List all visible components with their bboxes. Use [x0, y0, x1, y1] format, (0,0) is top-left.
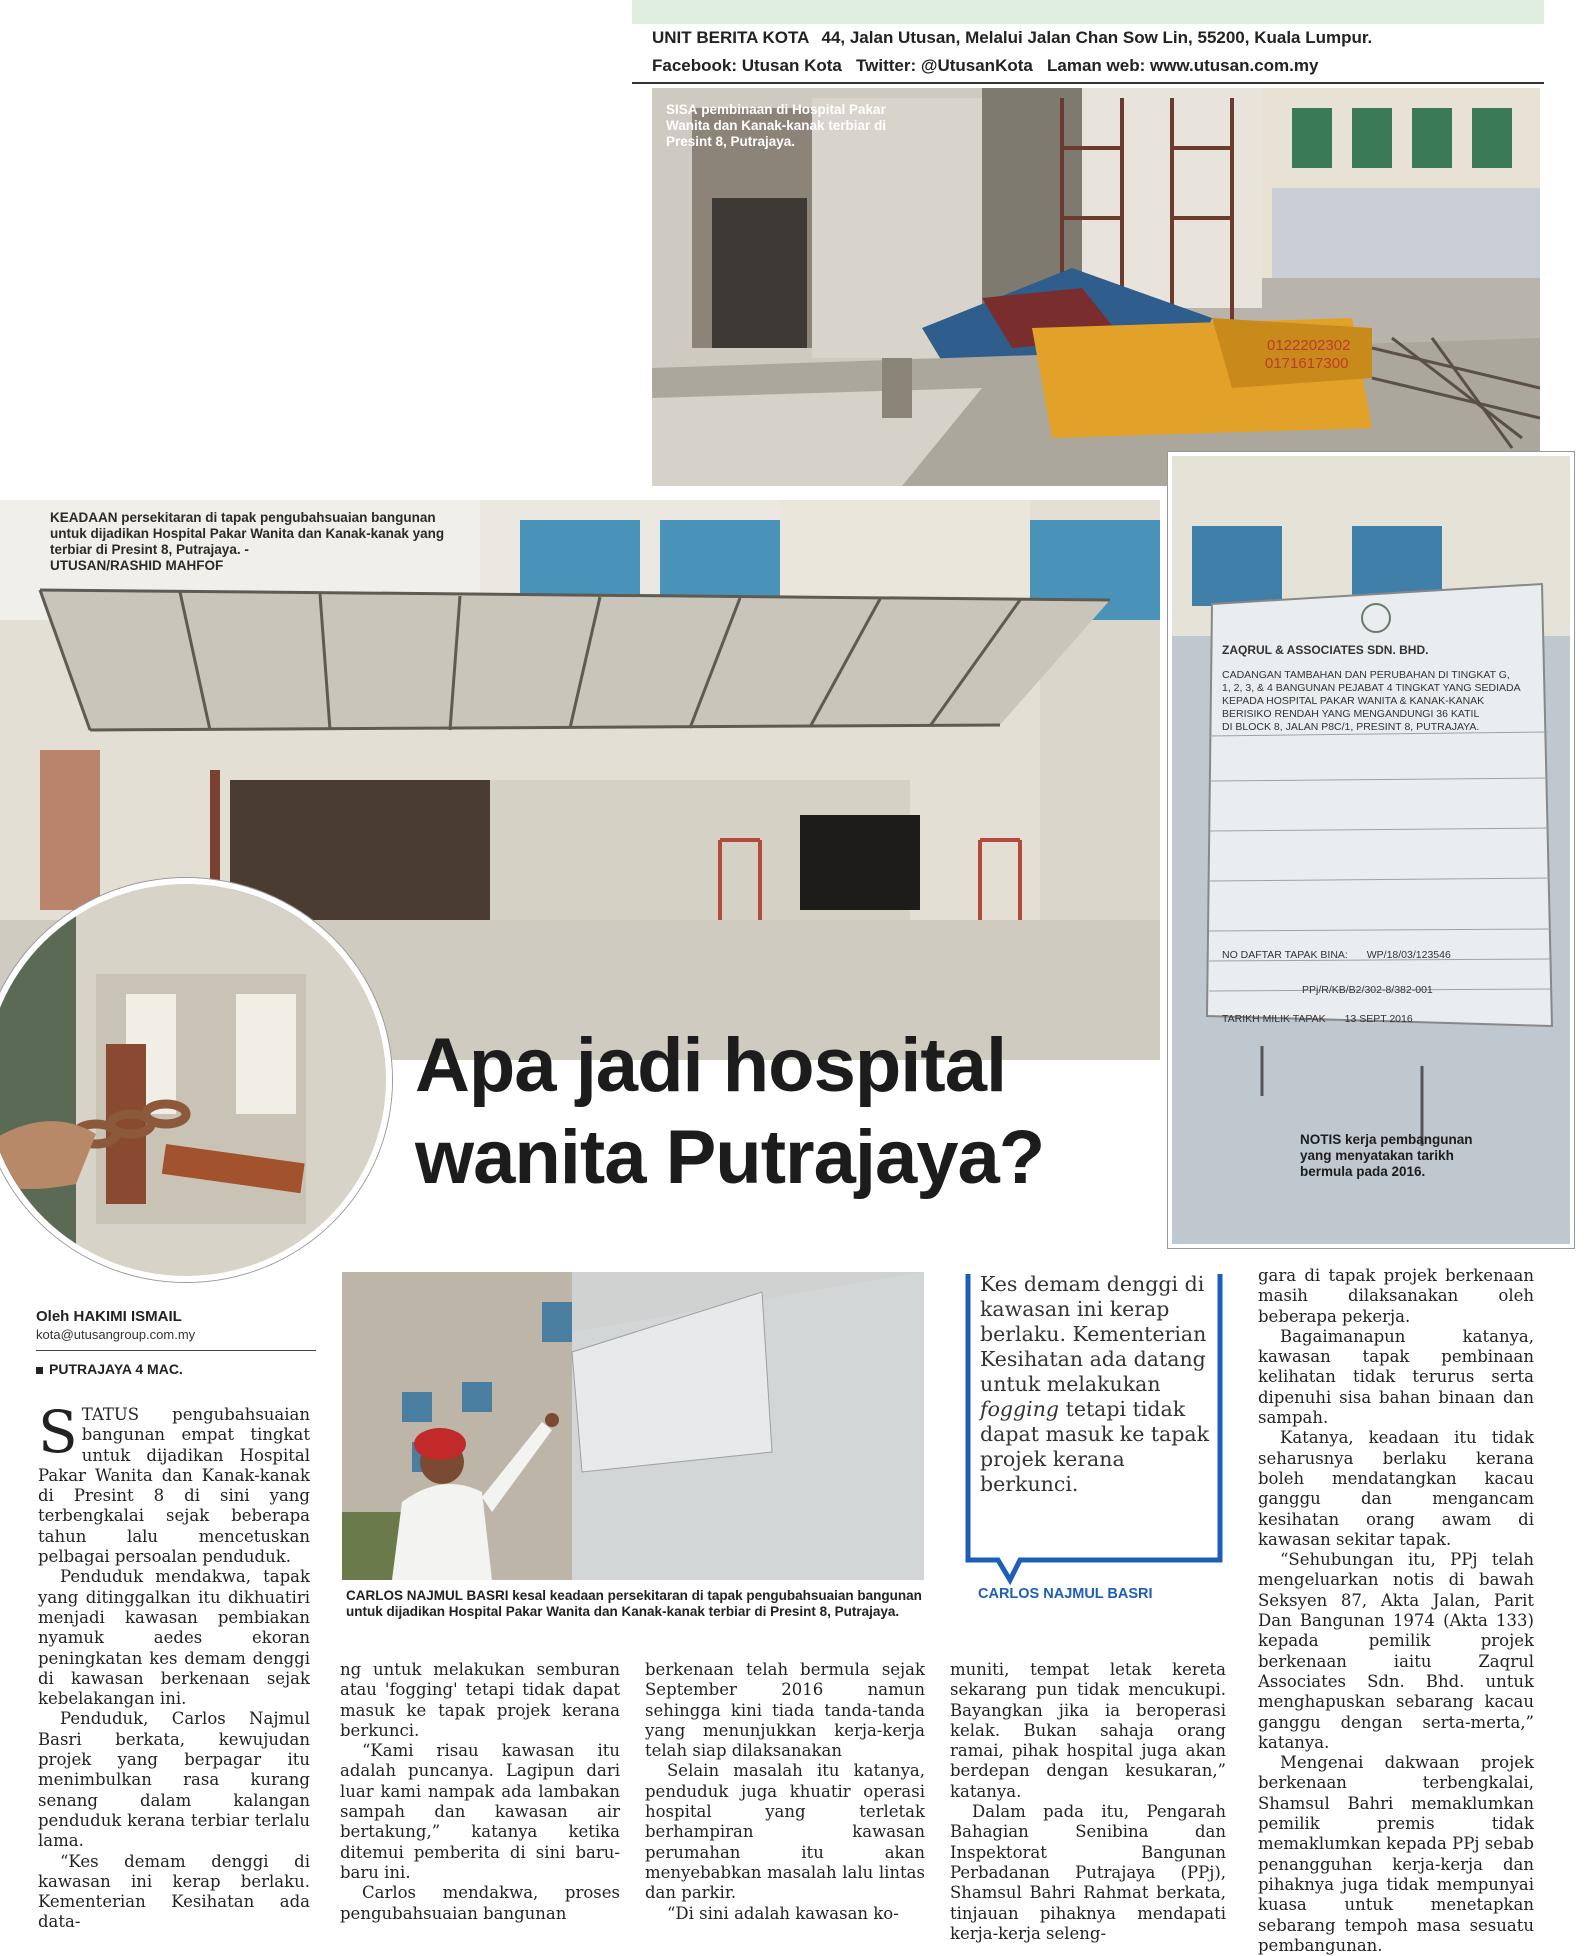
- board-line: CADANGAN TAMBAHAN DAN PERUBAHAN DI TINGKAT G,: [1222, 669, 1510, 681]
- paragraph: “Di sini adalah kawasan ko-: [667, 1903, 899, 1923]
- headline-line-2: wanita Putrajaya?: [415, 1115, 1045, 1200]
- caption-text: kesal keadaan persekitaran di tapak pengubahsuaian bangunan untuk dijadikan Hospital Pakar Wanita dan Kanak-kanak terbiar di Presint 8, Putrajaya.: [346, 1588, 922, 1619]
- bin-phone-1: 0122202302: [1267, 337, 1351, 354]
- board-site-no: WP/18/03/123546: [1366, 949, 1451, 961]
- quote-text-start: Kes demam denggi di kawasan ini kerap berlaku. Kementerian Kesihatan ada datang untuk melakukan: [980, 1272, 1207, 1396]
- paragraph: ng untuk melakukan semburan atau 'fogging' tetapi tidak dapat masuk ke tapak projek kerana berkunci.: [340, 1660, 620, 1740]
- paragraph: “Kami risau kawasan itu adalah puncanya. Lagipun dari luar kami nampak ada lambakan sampah dan kawasan air bertakung,” katanya ketika ditemui pemberita di sini baru-baru ini.: [340, 1741, 620, 1882]
- quote-text: [980, 1272, 1220, 1497]
- dateline-text: PUTRAJAYA 4 MAC.: [49, 1361, 183, 1377]
- quote-italic: fogging: [980, 1397, 1060, 1421]
- caption-text: pembinaan di Hospital Pakar Wanita dan Kanak-kanak terbiar di Presint 8, Putrajaya.: [666, 102, 887, 149]
- quote-attribution: CARLOS NAJMUL BASRI: [978, 1586, 1153, 1602]
- board-line: 1, 2, 3, & 4 BANGUNAN PEJABAT 4 TINGKAT YANG SEDIADA: [1222, 682, 1521, 694]
- board-date: 13 SEPT 2016: [1344, 1013, 1413, 1025]
- article-column-3: [645, 1660, 925, 1924]
- headline-line-1: Apa jadi hospital: [415, 1023, 1007, 1108]
- header-rule: [632, 82, 1544, 84]
- photo-person-caption: [346, 1588, 926, 1620]
- article-column-4: [950, 1660, 1226, 1944]
- paragraph: Dalam pada itu, Pengarah Bahagian Senibina dan Inspektorat Bangunan Perbadanan Putrajaya (PPj), Shamsul Bahri Rahmat berkata, tinjauan pihaknya mendapati kerja-kerja seleng-: [950, 1802, 1226, 1943]
- photo-notice-board: [1168, 452, 1574, 1248]
- quote-text-end: tetapi tidak dapat masuk ke tapak projek kerana berkunci.: [980, 1397, 1210, 1496]
- byline-rule: [36, 1350, 316, 1351]
- pull-quote: [958, 1268, 1226, 1608]
- article-column-5: [1258, 1266, 1534, 1956]
- headline: [415, 1020, 1175, 1204]
- notice-board-text: [1222, 644, 1522, 1026]
- caption-lead: KEADAAN: [50, 510, 118, 525]
- photo-credit: UTUSAN/RASHID MAHFOF: [50, 558, 224, 573]
- byline: [36, 1308, 316, 1377]
- paragraph: Carlos mendakwa, proses pengubahsuaian bangunan: [340, 1883, 620, 1923]
- byline-author: Oleh HAKIMI ISMAIL: [36, 1308, 182, 1325]
- board-line: KEPADA HOSPITAL PAKAR WANITA & KANAK-KANAK: [1222, 695, 1485, 707]
- paragraph: “Kes demam denggi di kawasan ini kerap berlaku. Kementerian Kesihatan ada data-: [38, 1851, 310, 1932]
- photo-inset-chain: [0, 878, 392, 1282]
- paragraph: Penduduk, Carlos Najmul Basri berkata, kewujudan projek yang berpagar itu menimbulkan rasa kurang senang dalam kalangan penduduk kerana terbiar terlalu lama.: [38, 1709, 310, 1851]
- board-line: DI BLOCK 8, JALAN P8C/1, PRESINT 8, PUTRAJAYA.: [1222, 721, 1480, 733]
- board-approval-no: PPj/R/KB/B2/302-8/382-001: [1302, 984, 1433, 996]
- paragraph: berkenaan telah bermula sejak September 2016 namun sehingga kini tiada tanda-tanda yang menunjukkan kerja-kerja telah siap dilaksanakan: [645, 1660, 925, 1761]
- caption-text: kerja pembangunan yang menyatakan tarikh bermula pada 2016.: [1300, 1132, 1473, 1179]
- paragraph: “Sehubungan itu, PPj telah mengeluarkan notis di bawah Seksyen 87, Akta Jalan, Parit Dan Bangunan 1974 (Akta 133) kepada pemilik projek berkenaan iaitu Zaqrul Associates Sdn. Bhd. untuk menghapuskan sebarang kacau ganggu dengan serta-merta,” katanya.: [1258, 1550, 1534, 1752]
- article-column-1: [38, 1398, 310, 1933]
- paragraph: Bagaimanapun katanya, kawasan tapak pembinaan kelihatan tidak terurus serta dipenuhi sisa bahan binaan dan sampah.: [1258, 1326, 1534, 1428]
- board-date-label: TARIKH MILIK TAPAK: [1222, 1013, 1326, 1025]
- unit-address: 44, Jalan Utusan, Melalui Jalan Chan Sow Lin, 55200, Kuala Lumpur.: [821, 28, 1373, 47]
- dateline-bullet: [36, 1367, 43, 1374]
- paragraph: Mengenai dakwaan projek berkenaan terbengkalai, Shamsul Bahri memaklumkan pemilik premis tidak memaklumkan kepada PPj sebab penangguhan kerja-kerja dan pihaknya juga tidak mempunyai kuasa untuk menetapkan sebarang tempoh masa sesuatu pembangunan.: [1258, 1753, 1534, 1955]
- social-line: Facebook: Utusan Kota Twitter: @UtusanKota Laman web: www.utusan.com.my: [652, 56, 1319, 75]
- paragraph: Katanya, keadaan itu tidak seharusnya berlaku kerana boleh mendatangkan kacau ganggu dan mengancam kesihatan orang awam di kawasan sekitar tapak.: [1258, 1428, 1534, 1549]
- caption-text: persekitaran di tapak pengubahsuaian bangunan untuk dijadikan Hospital Pakar Wanita dan Kanak-kanak yang terbiar di Presint 8, Putrajaya. -: [50, 510, 445, 557]
- unit-line: [652, 28, 1372, 48]
- board-company: ZAQRUL & ASSOCIATES SDN. BHD.: [1222, 643, 1429, 657]
- dropcap: S: [38, 1398, 78, 1466]
- paragraph: gara di tapak projek berkenaan masih dilaksanakan oleh beberapa pekerja.: [1258, 1266, 1534, 1326]
- dateline: [36, 1361, 316, 1377]
- caption-lead: NOTIS: [1300, 1132, 1342, 1147]
- article-column-2: [340, 1660, 620, 1924]
- photo-construction-waste: [652, 88, 1540, 486]
- paragraph: Penduduk mendakwa, tapak yang ditinggalkan itu dikhuatiri menjadi kawasan pembiakan nyamuk aedes ekoran peningkatan kes demam denggi di kawasan berkenaan sejak kebelakangan ini.: [38, 1567, 310, 1709]
- paragraph: TATUS pengubahsuaian bangunan empat tingkat untuk dijadikan Hospital Pakar Wanita dan Kanak-kanak di Presint 8 di sini yang terbengkalai sejak beberapa tahun lalu mencetuskan pelbagai persoalan penduduk.: [38, 1405, 310, 1567]
- bin-phone-2: 0171617300: [1265, 355, 1349, 372]
- photo-top-caption: [666, 102, 906, 150]
- caption-lead: SISA: [666, 102, 698, 117]
- photo-person: [342, 1272, 924, 1580]
- byline-email: kota@utusangroup.com.my: [36, 1327, 196, 1342]
- paragraph: Selain masalah itu katanya, penduduk juga khuatir operasi hospital yang terletak berhampiran kawasan perumahan itu akan menyebabkan masalah lalu lintas dan parkir.: [645, 1761, 925, 1903]
- photo-notice-caption: [1300, 1132, 1500, 1180]
- header-strip: [632, 0, 1544, 24]
- photo-main-caption: [50, 510, 450, 574]
- paragraph: muniti, tempat letak kereta sekarang pun tidak mencukupi. Bayangkan jika ia beroperasi kelak. Bukan sahaja orang ramai, pihak hospital juga akan berdepan dengan kesukaran,” katanya.: [950, 1660, 1226, 1801]
- caption-lead: CARLOS NAJMUL BASRI: [346, 1588, 509, 1603]
- board-line: BERISIKO RENDAH YANG MENGANDUNGI 36 KATIL: [1222, 708, 1480, 720]
- board-site-label: NO DAFTAR TAPAK BINA:: [1222, 949, 1348, 961]
- unit-label: UNIT BERITA KOTA: [652, 28, 809, 47]
